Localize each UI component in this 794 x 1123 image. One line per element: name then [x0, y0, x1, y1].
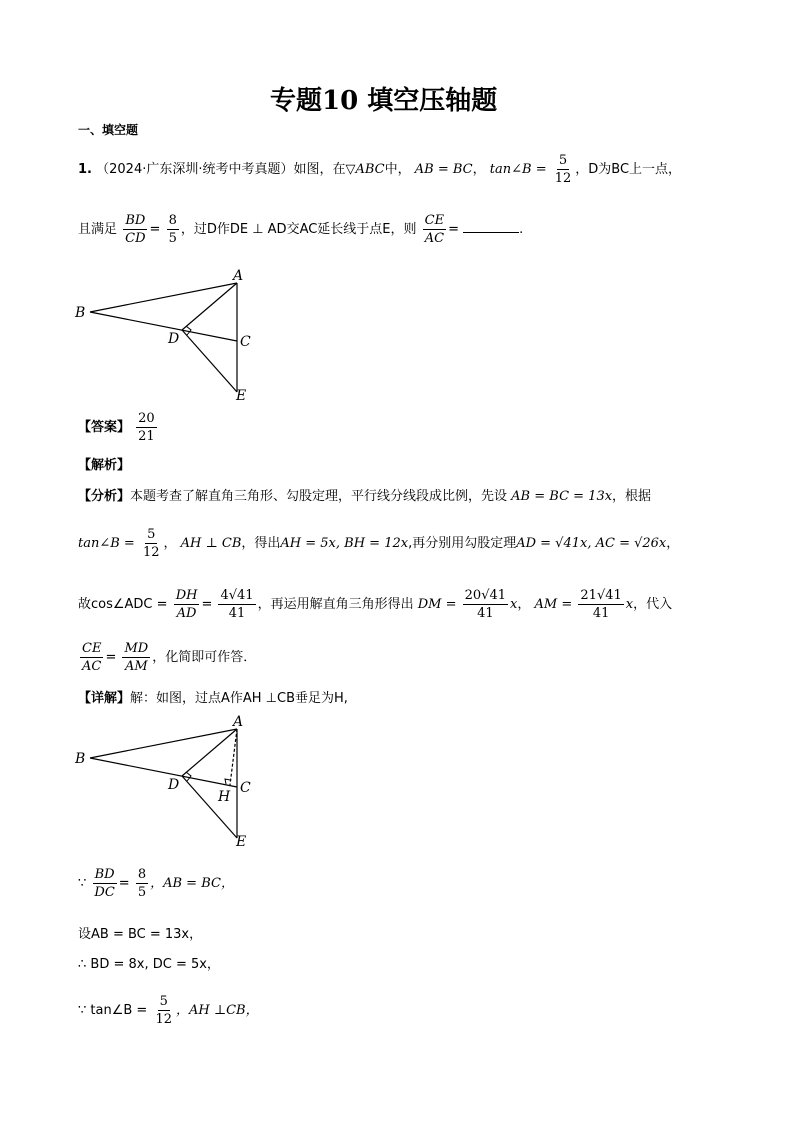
point-a-label: A [233, 714, 244, 730]
d-on-bc: ，D为BC上一点， [575, 162, 682, 177]
point-e-label: E [236, 388, 247, 404]
step-1: ∵ $\frac{BD}{DC}$ = $\frac{8}{5}$ ，AB = BC， [78, 867, 234, 900]
denominator: AC [424, 231, 445, 246]
fraction-5-12 [153, 993, 174, 1028]
numerator: CE [424, 213, 445, 228]
comma: ， [517, 597, 531, 612]
numerator: DH [175, 588, 198, 603]
fraction-dm [463, 587, 508, 622]
text-dairu: ，代入 [633, 597, 673, 612]
answer-blank [463, 220, 519, 233]
equals: = [448, 222, 464, 237]
fraction-am [578, 587, 623, 622]
answer-label: 【答案】 [78, 420, 131, 435]
denominator: AC [82, 659, 102, 674]
question-line-2: 且满足 $\frac{BD}{CD}$ = $\frac{8}{5}$ ，过D作DE ⊥ AD交AC延长线于点E，则 $\frac{CE}{AC}$ = . [78, 213, 524, 246]
numerator: 21√41 [580, 588, 622, 603]
fraction-ce-ac [423, 212, 446, 247]
fenxi-text-1: 本题考查了解直角三角形、勾股定理，平行线分线段成比例，先设 [130, 489, 508, 504]
answer-fraction [136, 410, 157, 445]
denominator: AD [176, 606, 197, 621]
step-4 [78, 993, 259, 1028]
question-number: 1. [78, 162, 92, 177]
tan-b-label: ∵ tan∠B = [78, 1003, 148, 1018]
numerator: CE [82, 641, 102, 656]
period: . [519, 222, 524, 237]
numerator: 8 [168, 213, 177, 228]
fenxi-math-1: AB = BC = 13x [511, 489, 613, 504]
step-1-text: ，AB = BC， [150, 876, 234, 891]
dm-label: DM = [417, 597, 457, 612]
am-label: AM = [534, 597, 573, 612]
detail-label: 【详解】 [78, 691, 131, 706]
fraction-8-5 [136, 866, 148, 901]
numerator: 4√41 [220, 588, 254, 603]
question-line-1: 1. （2024·广东深圳·统考中考真题）如图，在▽ABC中， AB = BC， tan∠B = $\frac{5}{12}$ ，D为BC上一点， [78, 153, 682, 186]
ad-ac-values: AD = √41x, AC = √26x [516, 536, 667, 551]
fraction-bd-cd [123, 212, 147, 247]
geometry-figure-2 [70, 708, 270, 853]
comma: ， [666, 536, 680, 551]
step-3: ∴ BD = 8x, DC = 5x， [78, 957, 220, 972]
text-dechu: ，得出 [241, 536, 281, 551]
ah-perp-cb: AH ⊥ CB [180, 536, 242, 551]
fenxi-text-4: ，化简即可作答． [152, 650, 257, 665]
numerator: 8 [137, 867, 147, 882]
detail-text: 解：如图，过点A作AH ⊥CB垂足为H, [130, 691, 348, 706]
numerator: 5 [159, 994, 168, 1009]
denominator: DC [94, 885, 115, 900]
section-heading: 一、填空题 [78, 123, 139, 137]
fenxi-label: 【分析】 [78, 489, 131, 504]
ab-eq-bc: AB = BC [414, 162, 473, 177]
question-condition: ，过D作DE ⊥ AD交AC延长线于点E，则 [180, 222, 417, 237]
numerator: MD [124, 641, 149, 656]
comma: ， [163, 536, 177, 551]
analysis-label: 【解析】 [78, 458, 131, 473]
ah-bh-values: AH = 5x, BH = 12x [280, 536, 409, 551]
point-d-label: D [168, 777, 180, 793]
analysis-line-4: $\frac{CE}{AC}$ = $\frac{MD}{AM}$ ，化简即可作答． [82, 641, 257, 674]
numerator: 5 [147, 527, 156, 542]
triangle-symbol: ▽ABC [345, 162, 385, 177]
step-4-text: ，AH ⊥CB， [176, 1003, 259, 1018]
because-symbol: ∵ [78, 876, 87, 891]
text-gougu: ,再分别用勾股定理 [408, 536, 517, 551]
numerator: 20√41 [464, 588, 507, 603]
fraction-5-12 [553, 152, 574, 187]
denominator: 21 [138, 429, 155, 444]
point-h-label: H [218, 789, 231, 805]
point-b-label: B [75, 305, 86, 321]
denominator: 41 [592, 606, 610, 621]
analysis-line-1 [78, 488, 651, 506]
point-c-label: C [240, 334, 251, 350]
step-2: 设AB = BC = 13x， [78, 927, 203, 942]
numerator: BD [94, 867, 115, 882]
answer-line [78, 410, 159, 445]
fenxi-text-1-end: ，根据 [612, 489, 652, 504]
denominator: 5 [137, 885, 147, 900]
denominator: 12 [155, 1012, 172, 1027]
denominator: AM [124, 659, 148, 674]
denominator: 12 [554, 171, 572, 186]
analysis-line-3: 故cos∠ADC = $\frac{DH}{AD}$ = $\frac{4√41}{41}$ ，再运用解直角三角形得出 DM = $\frac{20√41}{41}$ x， AM = $\frac{21√41}{41}$ x，代入 [78, 588, 673, 621]
fraction-bd-dc [92, 866, 116, 901]
tan-b-label: tan∠B = [78, 536, 135, 551]
point-b-label: B [75, 751, 86, 767]
tan-b-label: tan∠B = [489, 162, 547, 177]
point-d-label: D [168, 331, 180, 347]
point-a-label: A [233, 268, 244, 284]
geometry-figure-1 [70, 262, 270, 407]
analysis-line-2 [78, 526, 679, 561]
numerator: BD [125, 213, 146, 228]
cos-adc-label: 故cos∠ADC = [78, 597, 168, 612]
fraction-dh-ad [174, 587, 200, 622]
detail-line [78, 690, 348, 708]
fraction-md-am [122, 640, 150, 675]
text-zhong: 中， [384, 162, 411, 177]
numerator: 5 [558, 153, 568, 168]
numerator: 20 [138, 411, 155, 426]
fraction-5-12 [141, 526, 162, 561]
page-title: 专题10 填空压轴题 [270, 86, 498, 116]
denominator: 41 [477, 606, 494, 621]
point-e-label: E [236, 834, 247, 850]
fraction-ce-ac [80, 640, 103, 675]
denominator: 41 [228, 606, 246, 621]
question-source: （2024·广东深圳·统考中考真题）如图，在 [96, 162, 346, 177]
text-qieman: 且满足 [78, 222, 118, 237]
denominator: 5 [168, 231, 177, 246]
fraction-cos-value [218, 587, 255, 622]
fenxi-text-3: ，再运用解直角三角形得出 [257, 597, 414, 612]
fraction-8-5 [167, 212, 179, 247]
point-c-label: C [240, 780, 251, 796]
denominator: 12 [142, 545, 160, 560]
denominator: CD [125, 231, 146, 246]
